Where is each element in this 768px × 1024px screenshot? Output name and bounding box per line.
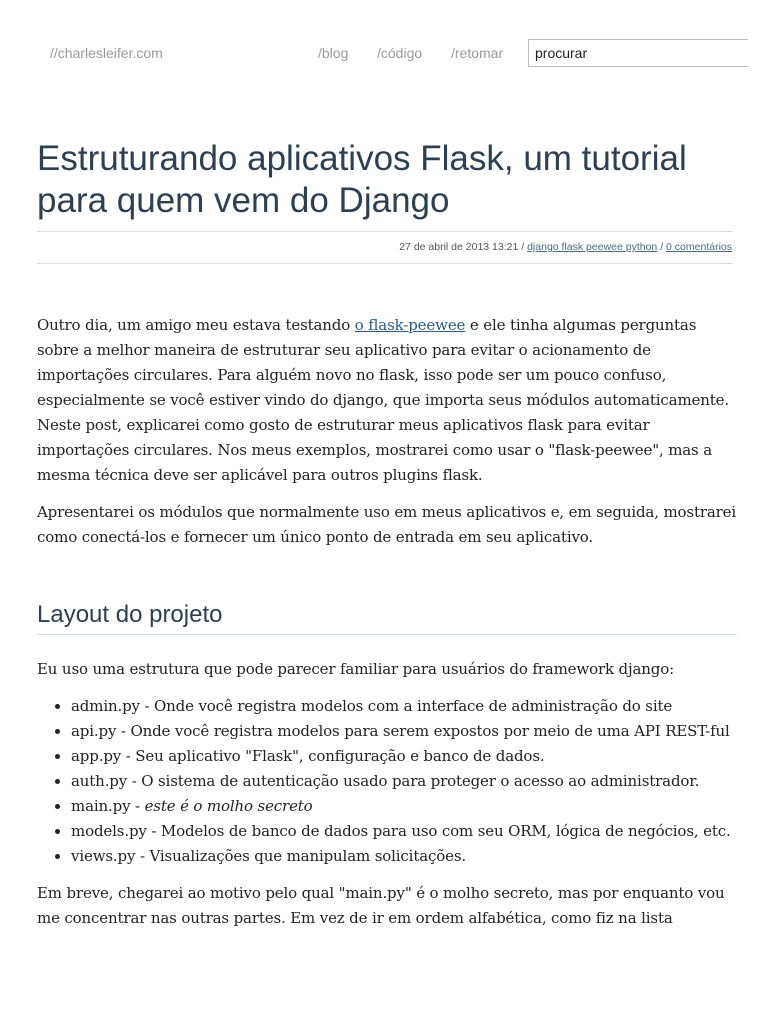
list-item-emphasis: este é o molho secreto [144, 797, 313, 815]
search-input[interactable] [528, 39, 748, 67]
flask-peewee-link[interactable]: o flask-peewee [354, 316, 466, 334]
intro-text: Outro dia, um amigo meu estava testando [37, 316, 355, 334]
meta-divider [37, 263, 733, 264]
intro-paragraph [37, 313, 737, 488]
comments-link[interactable]: 0 comentários [666, 241, 732, 253]
post-meta [399, 241, 732, 253]
post-date: 27 de abril de 2013 13:21 [399, 241, 519, 253]
list-item: • admin.py - Onde você registra modelos com a interface de administração do site [71, 694, 737, 719]
list-item: • views.py - Visualizações que manipulam solicitações. [71, 844, 737, 869]
list-item: • auth.py - O sistema de autenticação usado para proteger o acesso ao administrador. [71, 769, 737, 794]
meta-separator: / [657, 241, 667, 253]
post-tags-link[interactable]: django flask peewee python [527, 241, 658, 253]
section-heading-project-layout: Layout do projeto [37, 600, 737, 635]
site-brand-link[interactable]: //charlesleifer.com [50, 45, 163, 61]
list-item: • api.py - Onde você registra modelos para serem expostos por meio de uma API REST-ful [71, 719, 737, 744]
structure-paragraph: Eu uso uma estrutura que pode parecer familiar para usuários do framework django: [37, 660, 675, 678]
list-item: • models.py - Modelos de banco de dados para uso com seu ORM, lógica de negócios, etc. [71, 819, 737, 844]
post-body [37, 313, 737, 943]
list-item [71, 794, 737, 819]
nav-link-resume[interactable]: /retomar [451, 45, 504, 61]
nav-link-code[interactable]: /código [377, 45, 423, 61]
top-navigation [0, 0, 768, 100]
meta-separator: / [518, 241, 528, 253]
title-divider [37, 231, 733, 232]
modules-paragraph: Apresentarei os módulos que normalmente uso em meus aplicativos e, em seguida, mostrarei como conectá-los e fornecer um único ponto de entrada em seu aplicativo. [37, 503, 737, 546]
post-title: Estruturando aplicativos Flask, um tutorial para quem vem do Django [37, 139, 687, 220]
intro-text-continued: e ele tinha algumas perguntas sobre a melhor maneira de estruturar seu aplicativo para evitar o acionamento de importações circulares. Para alguém novo no flask, isso pode ser um pouco confuso, especialmente se você estiver vindo do django, que importa seus módulos automaticamente. Neste post, explicarei como gosto de estruturar meus aplicativos flask para evitar importações circulares. Nos meus exemplos, mostrarei como usar o "flask-peewee", mas a mesma técnica deve ser aplicável para outros plugins flask. [37, 316, 729, 484]
list-item-text: main.py - [71, 797, 145, 815]
module-list [37, 694, 737, 869]
nav-link-blog[interactable]: /blog [318, 45, 349, 61]
closing-paragraph: Em breve, chegarei ao motivo pelo qual "main.py" é o molho secreto, mas por enquanto vou me concentrar nas outras partes. Em vez de ir em ordem alfabética, como fiz na lista [37, 884, 725, 927]
list-item: • app.py - Seu aplicativo "Flask", configuração e banco de dados. [71, 744, 737, 769]
